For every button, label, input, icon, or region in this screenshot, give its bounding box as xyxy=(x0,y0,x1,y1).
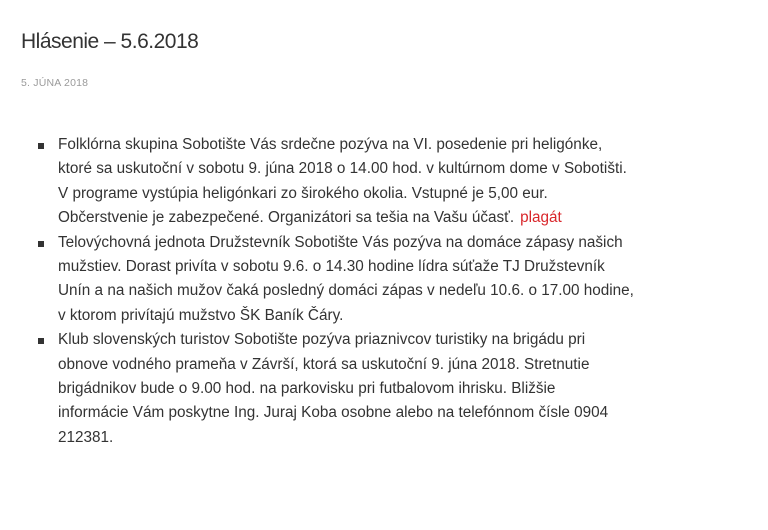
announcement-line-text: Občerstvenie je zabezpečené. Organizátori sa tešia na Vašu účasť. xyxy=(58,209,515,227)
announcement-line: Klub slovenských turistov Sobotište pozýva priaznivcov turistiky na brigádu pri xyxy=(58,331,586,349)
announcement-line: obnove vodného prameňa v Závrší, ktorá sa uskutoční 9. júna 2018. Stretnutie xyxy=(58,355,590,373)
announcement-line-with-link xyxy=(58,206,741,230)
announcement-line: brigádnikov bude o 9.00 hod. na parkovisku pri futbalovom ihrisku. Bližšie xyxy=(58,380,556,398)
announcement-line: Folklórna skupina Sobotište Vás srdečne pozýva na VI. posedenie pri heligónke, xyxy=(58,136,603,153)
announcement-line: 212381. xyxy=(58,428,114,446)
post-date: 5. JÚNA 2018 xyxy=(21,77,89,89)
announcement-line: V programe vystúpia heligónkari zo širokého okolia. Vstupné je 5,00 eur. xyxy=(58,184,548,202)
bullet-icon xyxy=(38,143,44,149)
announcement-hiking xyxy=(21,328,741,450)
announcement-football xyxy=(21,231,741,329)
announcement-list xyxy=(21,133,741,450)
announcement-line: informácie Vám poskytne Ing. Juraj Koba osobne alebo na telefónnom čísle 0904 xyxy=(58,404,609,422)
post-title: Hlásenie – 5.6.2018 xyxy=(21,30,199,53)
bullet-icon xyxy=(38,241,44,247)
announcement-line: Telovýchovná jednota Družstevník Sobotište Vás pozýva na domáce zápasy našich xyxy=(58,233,623,251)
announcement-line: Unín a na našich mužov čaká posledný domáci zápas v nedeľu 10.6. o 17.00 hodine, xyxy=(58,282,634,300)
poster-link[interactable]: plagát xyxy=(520,209,562,227)
bullet-icon xyxy=(38,338,44,344)
announcement-line: ktoré sa uskutoční v sobotu 9. júna 2018 o 14.00 hod. v kultúrnom dome v Sobotišti. xyxy=(58,160,627,178)
announcement-folklore xyxy=(21,133,741,231)
announcement-line: v ktorom privítajú mužstvo ŠK Baník Čáry. xyxy=(58,306,344,324)
announcement-line: mužstiev. Dorast privíta v sobotu 9.6. o 14.30 hodine lídra súťaže TJ Družstevník xyxy=(58,258,605,276)
